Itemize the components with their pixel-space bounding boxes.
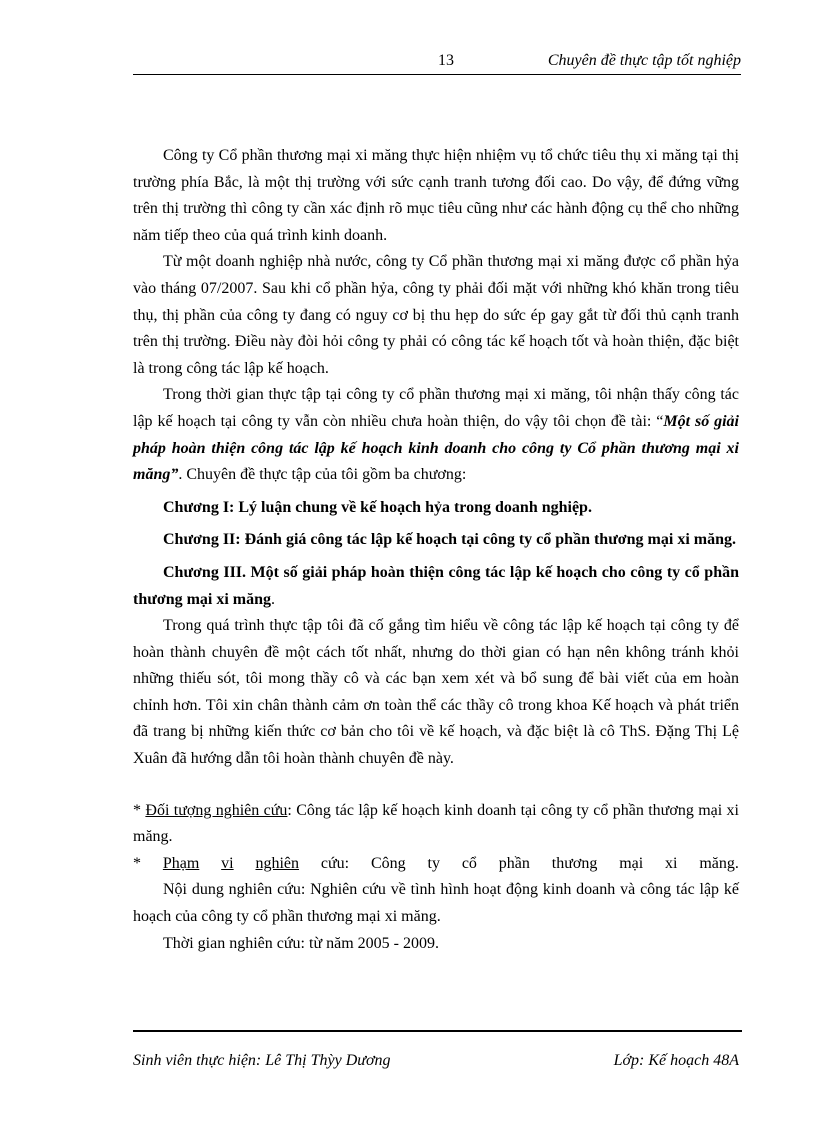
header-divider (133, 74, 741, 75)
scope-word: Công (370, 854, 406, 872)
scope-word: măng. (699, 854, 739, 872)
topic-close-quote: ” (170, 466, 179, 484)
paragraph-acknowledgement: Trong quá trình thực tập tôi đã cố gắng tìm hiểu về công tác lập kế hoạch tại công ty để hoàn thành chuyên đề một cách tốt nhất, nhưng do thời gian có hạn nên không tránh khỏi những thiếu sót, tôi mong thầy cô và các bạn xem xét và bổ sung để bài viết của em hoàn chỉnh hơn. Tôi xin chân thành cảm ơn toàn thể các thầy cô trong khoa Kế hoạch và phát triển đã trang bị những kiến thức cơ bản cho tôi về kế hoạch, và đặc biệt là cô ThS. Đặng Thị Lệ Xuân đã hướng dẫn tôi hoàn thành chuyên đề này. (133, 617, 739, 768)
chapter-3 (133, 560, 739, 613)
scope-word: vi (221, 854, 234, 872)
topic-title: Một số giải pháp hoàn thiện công tác lập kế hoạch kinh doanh cho công ty Cổ phần thương mại xi măng (133, 412, 739, 484)
scope-word: Phạm (162, 854, 200, 872)
paragraph-topic (133, 382, 739, 488)
scope-word: * (133, 854, 141, 872)
chapter-3-end: . (271, 590, 276, 608)
research-time: Thời gian nghiên cứu: từ năm 2005 - 2009. (163, 934, 439, 952)
scope-word: cứu: (320, 854, 350, 872)
research-object-bullet: * (133, 801, 141, 819)
page-number: 13 (438, 52, 454, 69)
scope-word: cổ (461, 854, 477, 872)
scope-word: mại (619, 854, 644, 872)
chapter-3-text: Chương III. Một số giải pháp hoàn thiện công tác lập kế hoạch cho công ty cổ phần thương mại xi măng (133, 563, 739, 608)
topic-end-text: . Chuyên đề thực tập của tôi gồm ba chương: (178, 466, 467, 484)
topic-intro-text: Trong thời gian thực tập tại công ty cổ phần thương mại xi măng, tôi nhận thấy công tác lập kế hoạch tại công ty vẫn còn nhiều chưa hoàn thiện, do vậy tôi chọn đề tài: “ (133, 386, 739, 430)
scope-word: thương (551, 854, 598, 872)
scope-word: phần (498, 854, 530, 872)
paragraph-intro: Công ty Cổ phần thương mại xi măng thực hiện nhiệm vụ tổ chức tiêu thụ xi măng tại thị trường phía Bắc, là một thị trường với sức cạnh tranh tương đối cao. Do vậy, để đứng vững trên thị trường thì công ty cần xác định rõ mục tiêu cũng như các hành động cụ thể cho những năm tiếp theo của quá trình kinh doanh. (133, 147, 739, 244)
page-header (133, 50, 741, 74)
footer-divider (133, 1030, 742, 1032)
document-body (133, 143, 739, 957)
scope-word: nghiên (255, 854, 300, 872)
research-object-label: Đối tượng nghiên cứu (145, 801, 288, 819)
scope-word: xi (665, 854, 678, 872)
scope-word: ty (427, 854, 440, 872)
research-object (133, 798, 739, 851)
header-title: Chuyên đề thực tập tốt nghiệp (547, 52, 741, 69)
research-content: Nội dung nghiên cứu: Nghiên cứu về tình hình hoạt động kinh doanh và công tác lập kế hoạch của công ty cổ phần thương mại xi măng. (133, 881, 739, 926)
research-object-text: : Công tác lập kế hoạch kinh doanh tại công ty cổ phần thương mại xi măng. (133, 801, 740, 846)
footer-class: Lớp: Kế hoạch 48A (613, 1052, 739, 1069)
paragraph-history: Từ một doanh nghiệp nhà nước, công ty Cổ phần thương mại xi măng được cổ phần hỷa vào tháng 07/2007. Sau khi cổ phần hỷa, công ty phải đối mặt với những khó khăn trong tiêu thụ, thị phần của công ty đang có nguy cơ bị thu hẹp do sức ép gay gắt từ đối thủ cạnh tranh trên thị trường. Điều này đòi hỏi công ty phải có công tác kế hoạch tốt và hoàn thiện, đặc biệt là trong công tác lập kế hoạch. (133, 253, 739, 377)
footer-student: Sinh viên thực hiện: Lê Thị Thỳy Dương (133, 1052, 391, 1069)
chapter-1: Chương I: Lý luận chung về kế hoạch hỷa trong doanh nghiệp. (163, 498, 592, 516)
chapter-2: Chương II: Đánh giá công tác lập kế hoạch tại công ty cổ phần thương mại xi măng. (163, 531, 736, 549)
research-scope (133, 851, 739, 878)
